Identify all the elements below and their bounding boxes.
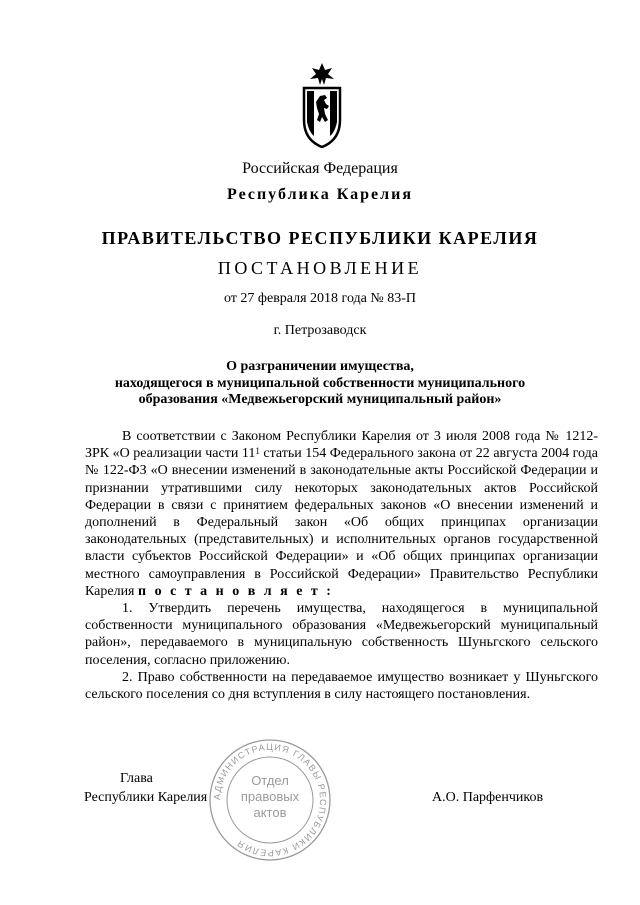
- decree-word: п о с т а н о в л я е т :: [138, 583, 334, 599]
- title-line: образования «Медвежьегорский муниципальный район»: [138, 392, 502, 407]
- stamp-line: Отдел: [251, 773, 289, 788]
- stamp-line: правовых: [240, 789, 300, 804]
- republic-name: Республика Карелия: [227, 186, 413, 203]
- title-line: находящегося в муниципальной собственности муниципального: [114, 375, 526, 391]
- signatory-title: Глава: [120, 771, 153, 786]
- clause-2: 2. Право собственности на передаваемое имущество возникает у Шуньгского сельского поселения со дня вступления в силу настоящего постановления.: [85, 669, 598, 703]
- preamble-text-end: статьи 154 Федерального закона от 22 августа 2004 года № 122-ФЗ «О внесении изменений в законодательные акты Российской Федерации и признании утратившими силу некоторых законодательных актов Российской Федерации в связи с принятием федеральных законов «О внесении изменений и дополнений в Федеральный закон «Об общих принципах организации законодательных (представительных) и исполнительных органов государственной власти субъектов Российской Федерации» и «Об общих принципах организации местного самоуправления в Российской Федерации» Правительство Республики Карелия: [85, 446, 598, 599]
- stamp-ring-text: АДМИНИСТРАЦИЯ ГЛАВЫ РЕСПУБЛИКИ КАРЕЛИЯ: [211, 741, 329, 859]
- stamp-line: актов: [253, 805, 287, 820]
- document-type: ПОСТАНОВЛЕНИЕ: [217, 258, 423, 278]
- document-title: [60, 359, 580, 409]
- signatory-name: А.О. Парфенчиков: [432, 790, 544, 805]
- preamble-text-start: В соответствии с Законом Республики Карелия от 3 июля 2008 года № 1212-ЗРК «О реализации части 11: [85, 429, 598, 462]
- country-name: Российская Федерация: [242, 160, 398, 177]
- document-body: [85, 428, 598, 703]
- superscript-part-number: 1: [255, 446, 260, 457]
- document-city: г. Петрозаводск: [273, 323, 367, 338]
- government-name: ПРАВИТЕЛЬСТВО РЕСПУБЛИКИ КАРЕЛИЯ: [101, 228, 539, 248]
- document-date-number: от 27 февраля 2018 года № 83-П: [223, 291, 417, 306]
- preamble-paragraph: [85, 428, 598, 600]
- republic-emblem-icon: [300, 62, 344, 148]
- title-line: О разграничении имущества,: [226, 359, 414, 374]
- clause-1: 1. Утвердить перечень имущества, находящегося в муниципальной собственности муниципального образования «Медвежьегорский муниципальный район», передаваемого в муниципальную собственность Шуньгского сельского поселения, согласно приложению.: [85, 601, 598, 668]
- signatory-title-republic: Республики Карелия: [84, 790, 208, 805]
- legal-department-stamp: [205, 735, 335, 865]
